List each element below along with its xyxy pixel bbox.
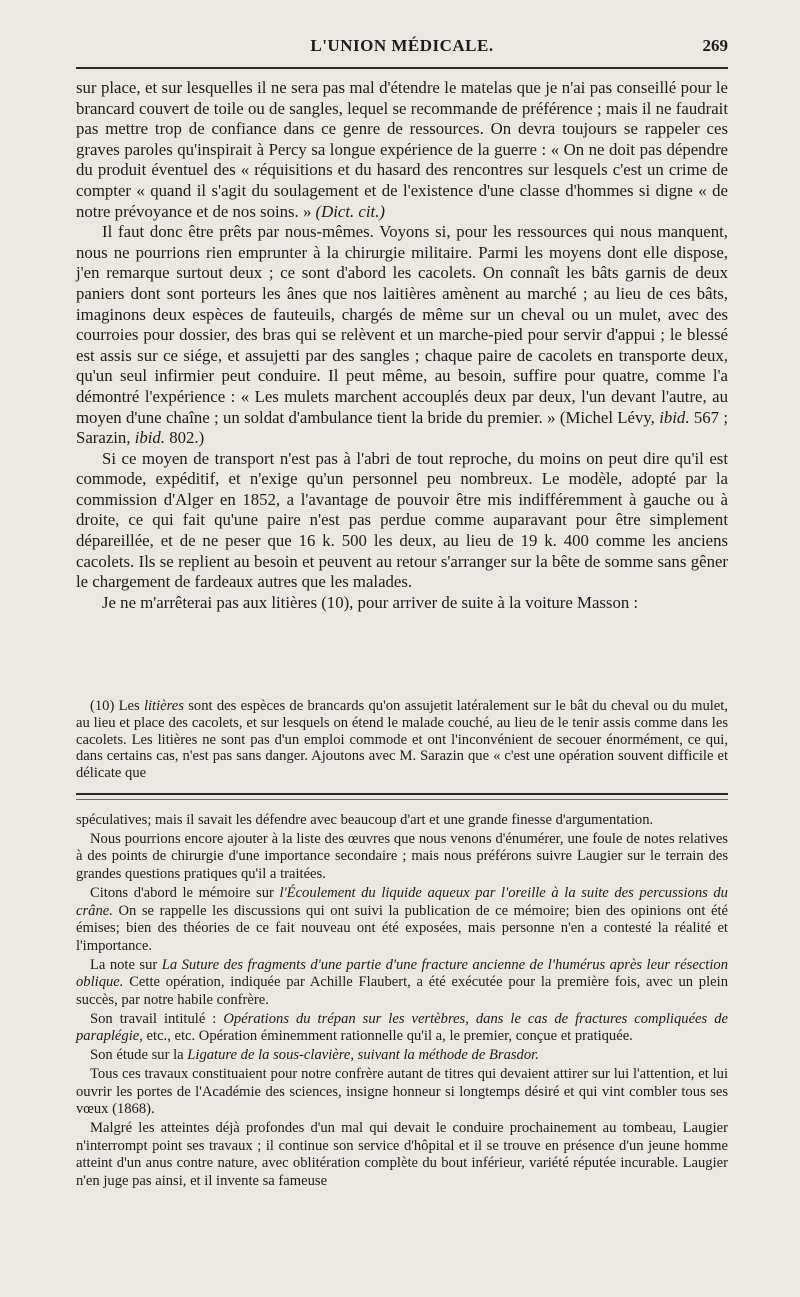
paragraph-text: 567 ; Sarazin,: [76, 407, 729, 448]
section-divider: [76, 793, 728, 795]
paragraph: Malgré les atteintes déjà profondes d'un mal qui devait le conduire prochainement au tombeau, Laugier n'interrompt point ses travaux ; il continue son service d'hôpital et il se trouve en présence d'un jeune homme atteint d'un anus contre nature, avec oblitération complète du bout inférieur, variété réputée incurable. Laugier n'en juge pas ainsi, et il invente sa fameuse: [76, 1119, 728, 1190]
paragraph-text: sur place, et sur lesquelles il ne sera pas mal d'étendre le matelas que je n'ai pas conseillé pour le brancard couvert de toile ou de sangles, lequel se recommande de préférence ; mais il ne faudrait pas mettre trop de confiance dans ce genre de ressources. On devra toujours se rappeler ces graves paroles qu'inspirait à Percy sa longue expérience de la guerre : « On ne doit pas dépendre du produit éventuel des « réquisitions et du hasard des rencontres sur lesquels c'est un crime de compter « quand il s'agit du soulagement et de l'existence d'une classe d'hommes si digne « de notre prévoyance et de nos soins. »: [76, 78, 728, 221]
paragraph-text: etc., etc. Opération éminemment rationnelle qu'il a, le premier, conçue et pratiquée.: [146, 1028, 633, 1045]
page-header: [76, 36, 728, 64]
paragraph-text: Citons d'abord le mémoire sur: [90, 884, 274, 901]
paragraph: [76, 957, 728, 1010]
section-divider-thin: [76, 799, 728, 800]
paragraph-text: On se rappelle les discussions qui ont suivi la publication de ce mémoire; bien des opinions ont été émises; bien des théories de ce fait nouveau ont été exposées, mais personne n'en a contesté la réalité et l'importance.: [76, 902, 728, 954]
paragraph: [76, 885, 728, 956]
footnote-term: litières: [143, 698, 184, 714]
paragraph-text: Cette opération, indiquée par Achille Flaubert, a été exécutée pour la première fois, avec un plein succès, par notre habile confrère.: [76, 974, 728, 1009]
footnote: [76, 698, 728, 782]
paragraph: Si ce moyen de transport n'est pas à l'abri de tout reproche, du moins on peut dire qu'il est commode, expéditif, et n'exige qu'un personnel peu nombreux. Le modèle, adopté par la commission d'Alger en 1852, a l'avantage de pouvoir être mis indifféremment à gauche ou à droite, ce qui fait qu'une paire n'est pas perdue comme auparavant pour être simplement dépareillée, et de ne peser que 16 k. 500 les deux, au lieu de 19 k. 400 comme les anciens cacolets. Ils se replient au besoin et peuvent au retour s'arranger sur la bête de somme sans gêner le chargement de fardeaux autres que les malades.: [76, 448, 728, 592]
work-title: La Suture des fragments d'une partie d'une fracture ancienne de l'humérus après leur résection oblique.: [76, 956, 728, 991]
paragraph-text: Il faut donc être prêts par nous-mêmes. Voyons si, pour les ressources qui nous manquent, nous ne pourrions rien emprunter à la chirurgie militaire. Parmi les moyens dont elle dispose, j'en remarque surtout deux ; ce sont d'abord les cacolets. On connaît les bâts garnis de deux paniers dont sont porteurs les ânes que nos laitières amènent au marché ; au lieu de ces bâts, imaginons deux espèces de fauteuils, chargés de même sur un cheval ou un mulet, avec des courroies pour dossier, des bras qui se relèvent et un marche-pied pour servir d'appui ; le blessé est assis sur ce siége, et assujetti par des sangles ; chaque paire de cacolets en transporte deux, qu'un seul infirmier peut conduire. Il peut même, au besoin, suffire pour quatre, comme l'a démontré l'expérience : « Les mulets marchent accouplés deux par deux, l'un devant l'autre, au moyen d'une chaîne ; un soldat d'ambulance tient la bride du premier. » (Michel Lévy,: [76, 222, 728, 427]
footnote-text: [76, 698, 728, 782]
main-text: [76, 78, 728, 613]
paragraph-text: 802.): [169, 428, 205, 448]
work-title: Ligature de la sous-clavière, suivant la méthode de Brasdor.: [187, 1047, 539, 1064]
work-title: Opérations du trépan sur les vertèbres, dans le cas de fractures compliquées de paraplégie,: [76, 1010, 728, 1045]
citation: (Dict. cit.): [315, 201, 385, 221]
paragraph-text: La note sur: [90, 956, 158, 973]
paragraph: [76, 78, 728, 222]
header-rule: [76, 67, 728, 69]
paragraph-text: Son étude sur la: [90, 1047, 184, 1064]
paragraph: Nous pourrions encore ajouter à la liste des œuvres que nous venons d'énumérer, une foule de notes relatives à des points de chirurgie d'une importance secondaire ; mais nous préférons suivre Laugier sur le terrain des grandes questions pratiques qu'il a traitées.: [76, 830, 728, 883]
paragraph: [76, 222, 728, 449]
citation: ibid.: [659, 407, 690, 427]
page-number: 269: [702, 36, 728, 55]
paragraph: Tous ces travaux constituaient pour notre confrère autant de titres qui devaient attirer sur lui l'attention, et lui ouvrir les portes de l'Académie des sciences, insigne honneur si longtemps désiré et qui vint combler tous ses vœux (1868).: [76, 1065, 728, 1118]
work-title: l'Écoulement du liquide aqueux par l'oreille à la suite des percussions du crâne.: [76, 884, 728, 919]
paragraph-text: Son travail intitulé :: [90, 1010, 217, 1027]
paragraph: [76, 1011, 728, 1046]
paragraph: Je ne m'arrêterai pas aux litières (10), pour arriver de suite à la voiture Masson :: [102, 592, 639, 612]
footnote-marker: (10) Les: [90, 698, 140, 714]
running-title: L'UNION MÉDICALE.: [310, 36, 494, 55]
paragraph: [76, 1047, 728, 1065]
feuilleton-text: [76, 812, 728, 1192]
paragraph: spéculatives; mais il savait les défendre avec beaucoup d'art et une grande finesse d'argumentation.: [76, 812, 654, 828]
footnote-body: sont des espèces de brancards qu'on assujetit latéralement sur le bât du cheval ou du mulet, au lieu et place des cacolets, et sur lesquels on étend le malade couché, au lieu de le tenir assis comme dans les cacolets. Les litières ne sont pas d'un emploi commode et ont l'inconvénient de secouer énormément, ce qui, dans certains cas, n'est pas sans danger. Ajoutons avec M. Sarazin que « c'est une opération souvent difficile et délicate que: [76, 698, 728, 782]
citation: ibid.: [134, 428, 166, 448]
